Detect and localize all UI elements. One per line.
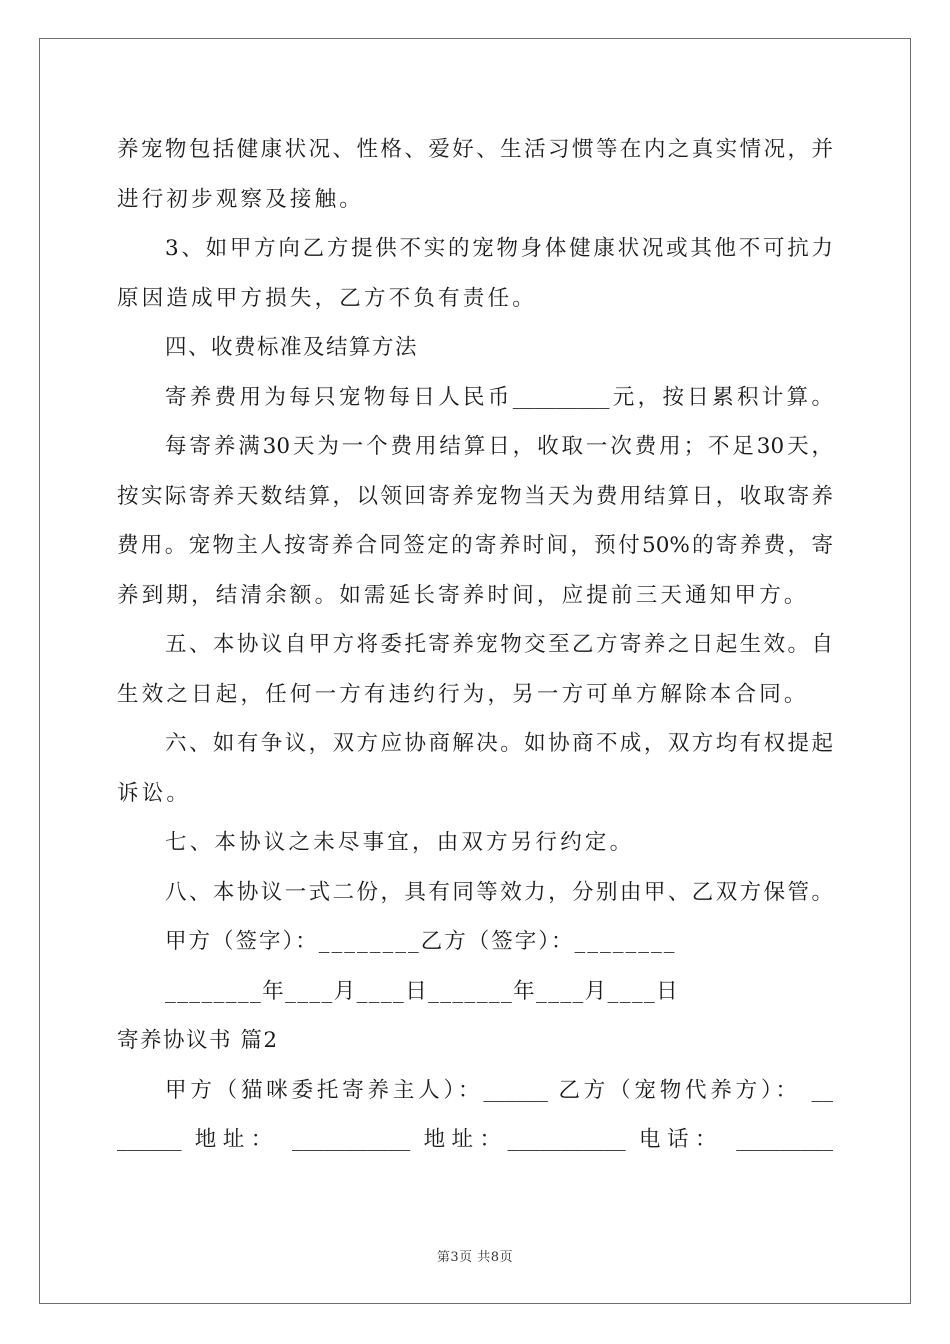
paragraph-line: 八、本协议一式二份，具有同等效力，分别由甲、乙双方保管。 (165, 879, 833, 905)
paragraph-line: 养到期，结清余额。如需延长寄养时间，应提前三天通知甲方。 (117, 582, 809, 608)
paragraph-line: 按实际寄养天数结算，以领回寄养宠物当天为费用结算日，收取寄养 (117, 483, 833, 509)
document-body (117, 125, 833, 1165)
paragraph-line: 每寄养满30天为一个费用结算日，收取一次费用；不足30天， (165, 434, 833, 459)
paragraph-line: 进行初步观察及接触。 (117, 186, 365, 212)
paragraph-line: 七、本协议之未尽事宜，由双方另行约定。 (165, 830, 635, 855)
signature-line: 甲方（签字）：________乙方（签字）：________ (165, 929, 677, 954)
page-number: 第3页 共8页 (436, 1250, 514, 1265)
paragraph-line: 五、本协议自甲方将委托寄养宠物交至乙方寄养之日起生效。自 (165, 632, 833, 657)
section-heading: 寄养协议书 篇2 (117, 1028, 279, 1053)
paragraph-line: 养宠物包括健康状况、性格、爱好、生活习惯等在内之真实情况，并 (117, 137, 833, 162)
paragraph-line: 费用。宠物主人按寄养合同签定的寄养时间，预付50%的寄养费，寄 (117, 533, 833, 558)
paragraph-line: 诉讼。 (117, 780, 192, 806)
paragraph-line: 寄养费用为每只宠物每日人民币_________元，按日累积计算。 (165, 384, 833, 410)
paragraph-line: 原因造成甲方损失，乙方不负有责任。 (117, 285, 537, 311)
address-line: ______ 地址： ___________ 地址：___________ 电话： _________ (117, 1127, 833, 1152)
date-line: ________年____月____日_______年____月____日 (165, 978, 680, 1004)
paragraph-line: 六、如有争议，双方应协商解决。如协商不成，双方均有权提起 (165, 731, 833, 756)
section-heading: 四、收费标准及结算方法 (165, 335, 419, 360)
paragraph-line: 生效之日起，任何一方有违约行为，另一方可单方解除本合同。 (117, 681, 809, 707)
paragraph-line: 3、如甲方向乙方提供不实的宠物身体健康状况或其他不可抗力 (165, 236, 833, 261)
party-line: 甲方（猫咪委托寄养主人）：______ 乙方（宠物代养方）： __ (165, 1077, 833, 1103)
